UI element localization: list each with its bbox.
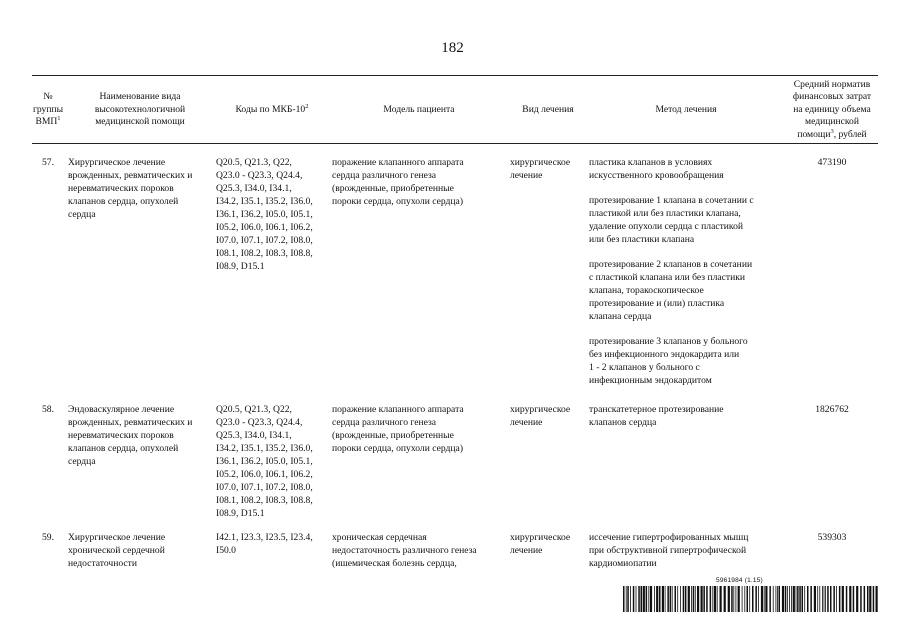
text-line: пороки сердца, опухоли сердца) <box>332 196 464 207</box>
barcode-bar <box>867 586 869 612</box>
text-line: поражение клапанного аппарата <box>332 404 464 415</box>
barcode-bar <box>864 586 866 612</box>
text-line: хирургическое <box>510 532 571 543</box>
text-line: клапана сердца <box>589 311 652 322</box>
barcode-bar <box>825 586 826 612</box>
barcode-bar <box>752 586 754 612</box>
barcode-bar <box>810 586 812 612</box>
barcode-bar <box>691 586 692 612</box>
text-line: без инфекционного эндокардита или <box>589 349 740 360</box>
text-line: I05.2, I06.0, I06.1, I06.2, <box>216 222 313 233</box>
text-line: I07.0, I07.1, I07.2, I08.0, <box>216 482 313 493</box>
barcode-bar <box>731 586 733 612</box>
header-group-number <box>32 78 64 142</box>
text-line: Хирургическое лечение <box>68 532 166 543</box>
barcode-bar <box>650 586 652 612</box>
barcode-bar <box>738 586 740 612</box>
barcode-bar <box>769 586 771 612</box>
barcode-bar <box>675 586 677 612</box>
text-line: Q20.5, Q21.3, Q22, <box>216 404 292 415</box>
row-patient-model <box>332 531 506 570</box>
text-line: I42.1, I23.3, I23.5, I23.4, <box>216 532 313 543</box>
barcode-bar <box>742 586 743 612</box>
text-line: финансовых затрат <box>792 91 872 103</box>
text-line: при обструктивной гипертрофической <box>589 545 747 556</box>
barcode-bar <box>764 586 765 612</box>
barcode-bar <box>623 586 625 612</box>
barcode-bar <box>797 586 799 612</box>
barcode-bar <box>710 586 712 612</box>
text-line: I34.2, I35.1, I35.2, I36.0, <box>216 443 313 454</box>
barcode-bar <box>842 586 844 612</box>
text-line: транскатетерное протезирование <box>589 404 724 415</box>
barcode-bar <box>804 586 805 612</box>
text-line: Наименование вида <box>99 91 181 103</box>
text-line: медицинской помощи <box>95 116 185 128</box>
row-average-cost: 539303 <box>817 532 847 543</box>
barcode-bar <box>833 586 835 612</box>
barcode-bar <box>701 586 703 612</box>
barcode-bar <box>712 586 713 612</box>
text-line: сердца различного генеза <box>332 417 437 428</box>
header-icd-codes-label: Коды по МКБ-10 <box>235 103 306 115</box>
row-group-number: 59. <box>42 532 54 543</box>
barcode-bar <box>819 586 820 612</box>
row-treatment-methods <box>589 531 783 582</box>
barcode-bar <box>822 586 823 612</box>
text-line: клапанов сердца, опухолей <box>68 443 179 454</box>
barcode-bar <box>636 586 637 612</box>
row-patient-model <box>332 403 506 455</box>
header-icd-codes <box>216 78 328 142</box>
barcode-bar <box>733 586 734 612</box>
row-icd-codes <box>216 403 328 520</box>
row-group-number: 58. <box>42 404 54 415</box>
text-line: лечение <box>510 545 543 556</box>
barcode-bar <box>836 586 837 612</box>
row-patient-model <box>332 156 506 208</box>
barcode-bar <box>665 586 666 612</box>
text-line: I08.9, D15.1 <box>216 261 265 272</box>
text-line: I08.1, I08.2, I08.3, I08.8, <box>216 495 313 506</box>
barcode-bar <box>747 586 749 612</box>
method-paragraph <box>589 194 783 246</box>
text-line: сердца <box>68 456 96 467</box>
barcode-bar <box>765 586 767 612</box>
barcode-bar <box>697 586 699 612</box>
barcode-bar <box>627 586 629 612</box>
row-treatment-type <box>510 156 586 182</box>
text-line: на единицу объема <box>793 103 871 115</box>
barcode-bar <box>693 586 695 612</box>
row-treatment-methods <box>589 156 783 399</box>
text-line: I34.2, I35.1, I35.2, I36.0, <box>216 196 313 207</box>
barcode-bar <box>827 586 829 612</box>
text-line: I08.9, D15.1 <box>216 508 265 519</box>
row-care-type-name <box>68 531 212 570</box>
barcode-bar <box>641 586 643 612</box>
text-line: Средний норматив <box>793 78 871 90</box>
text-line: поражение клапанного аппарата <box>332 157 464 168</box>
barcode-bar <box>860 586 862 612</box>
header-treatment-type: Вид лечения <box>522 103 574 115</box>
row-treatment-type <box>510 531 586 557</box>
method-paragraph <box>589 335 783 387</box>
text-line: медицинской <box>805 116 859 128</box>
barcode-bar <box>633 586 635 612</box>
barcode-bar <box>789 586 790 612</box>
barcode-bar <box>773 586 774 612</box>
header-care-type-name <box>68 78 212 142</box>
barcode-bar <box>777 586 778 612</box>
barcode-bar <box>654 586 655 612</box>
text-line: Q25.3, I34.0, I34.1, <box>216 430 292 441</box>
barcode-number: 5961984 (1.15) <box>716 577 763 584</box>
barcode-bar <box>873 586 875 612</box>
method-paragraph <box>589 258 783 323</box>
barcode-bar <box>853 586 855 612</box>
text-line: группы <box>32 103 64 115</box>
barcode-bar <box>814 586 816 612</box>
barcode-bar <box>761 586 763 612</box>
barcode-bar <box>736 586 737 612</box>
text-line: I36.1, I36.2, I05.0, I05.1, <box>216 209 313 220</box>
text-line: I50.0 <box>216 545 236 556</box>
text-line: (ишемическая болезнь сердца, <box>332 558 457 569</box>
table-header-rule <box>32 143 878 144</box>
barcode-bar <box>656 586 658 612</box>
row-icd-codes <box>216 156 328 273</box>
text-line: сердца различного генеза <box>332 170 437 181</box>
barcode-bar <box>787 586 788 612</box>
text-line: врожденных, ревматических и <box>68 170 193 181</box>
text-line: искусственного кровообращения <box>589 170 724 181</box>
row-average-cost: 473190 <box>817 157 847 168</box>
text-line: пороки сердца, опухоли сердца) <box>332 443 464 454</box>
text-line: иссечение гипертрофированных мышц <box>589 532 749 543</box>
text-line: недостаточность различного генеза <box>332 545 477 556</box>
barcode-bar <box>688 586 690 612</box>
row-average-cost: 1826762 <box>815 404 849 415</box>
text-line: недостаточности <box>68 558 137 569</box>
barcode-bar <box>717 586 718 612</box>
text-line: клапанов сердца, опухолей <box>68 196 179 207</box>
row-group-number: 57. <box>42 157 54 168</box>
text-line: Q25.3, I34.0, I34.1, <box>216 183 292 194</box>
barcode-bar <box>648 586 649 612</box>
barcode-bar <box>779 586 781 612</box>
barcode-bar <box>749 586 750 612</box>
barcode-bar <box>849 586 851 612</box>
text-line: клапанов сердца <box>589 417 657 428</box>
text-line: инфекционным эндокардитом <box>589 375 712 386</box>
header-treatment-method: Метод лечения <box>655 103 717 115</box>
text-line: хронической сердечной <box>68 545 165 556</box>
barcode-bar <box>646 586 648 612</box>
text-line: или без пластики клапана <box>589 234 695 245</box>
barcode-bar <box>638 586 640 612</box>
text-line: I05.2, I06.0, I06.1, I06.2, <box>216 469 313 480</box>
header-patient-model: Модель пациента <box>383 103 455 115</box>
text-line: лечение <box>510 170 543 181</box>
header-text: помощи <box>797 128 831 140</box>
barcode-bar <box>796 586 797 612</box>
method-paragraph <box>589 531 783 570</box>
row-care-type-name <box>68 403 212 468</box>
row-icd-codes <box>216 531 328 557</box>
text-line: удаление опухоли сердца с пластикой <box>589 221 744 232</box>
row-treatment-type <box>510 403 586 429</box>
method-paragraph <box>589 156 783 182</box>
text-line: I08.1, I08.2, I08.3, I08.8, <box>216 248 313 259</box>
text-line: протезирование и (или) пластика <box>589 298 725 309</box>
barcode-bar <box>876 586 878 612</box>
barcode-bar <box>630 586 631 612</box>
text-line: Q20.5, Q21.3, Q22, <box>216 157 292 168</box>
barcode-bar <box>785 586 787 612</box>
barcode-bar <box>817 586 818 612</box>
barcode-bar <box>758 586 759 612</box>
text-line: I36.1, I36.2, I05.0, I05.1, <box>216 456 313 467</box>
barcode-bar <box>807 586 809 612</box>
text-line: I07.0, I07.1, I07.2, I08.0, <box>216 235 313 246</box>
barcode-bar <box>724 586 726 612</box>
footnote-mark: 3 <box>830 127 834 135</box>
text-line: (врожденные, приобретенные <box>332 183 454 194</box>
text-line: Q23.0 - Q23.3, Q24.4, <box>216 170 303 181</box>
page-number: 182 <box>441 40 464 56</box>
barcode-bar <box>869 586 871 612</box>
text-line: клапана, торакоскопическое <box>589 285 704 296</box>
text-line <box>33 116 63 129</box>
text-line <box>793 129 871 142</box>
text-line: Q23.0 - Q23.3, Q24.4, <box>216 417 303 428</box>
barcode-bar <box>744 586 745 612</box>
table-top-rule <box>32 75 878 76</box>
barcode-bar <box>856 586 858 612</box>
footnote-mark: 1 <box>57 115 61 123</box>
header-text: ВМП <box>35 116 58 128</box>
barcode-bar <box>846 586 848 612</box>
text-line: лечение <box>510 417 543 428</box>
barcode-bar <box>667 586 669 612</box>
text-line: с пластикой клапана или без пластики <box>589 272 746 283</box>
text-line: Эндоваскулярное лечение <box>68 404 175 415</box>
text-line: 1 - 2 клапанов у больного с <box>589 362 700 373</box>
text-line: врожденных, ревматических и <box>68 417 193 428</box>
barcode-bar <box>755 586 757 612</box>
barcode-bar <box>830 586 832 612</box>
barcode-bar <box>685 586 687 612</box>
text-line: № <box>43 91 53 103</box>
barcode-bar <box>782 586 784 612</box>
barcode-bar <box>703 586 705 612</box>
barcode-bar <box>728 586 730 612</box>
barcode-bar <box>677 586 678 612</box>
text-line: высокотехнологичной <box>94 103 186 115</box>
barcode-bar <box>659 586 661 612</box>
barcode-bar <box>799 586 801 612</box>
barcode-bar <box>839 586 841 612</box>
text-line: Хирургическое лечение <box>68 157 166 168</box>
text-line: кардиомиопатии <box>589 558 657 569</box>
text-line: (врожденные, приобретенные <box>332 430 454 441</box>
barcode-bar <box>643 586 645 612</box>
barcode-bar <box>683 586 685 612</box>
barcode-bar <box>626 586 627 612</box>
barcode-bar <box>714 586 716 612</box>
header-text: , рублей <box>833 128 867 140</box>
row-care-type-name <box>68 156 212 221</box>
barcode-bar <box>672 586 673 612</box>
barcode-bar <box>670 586 672 612</box>
barcode-bar <box>802 586 804 612</box>
text-line: пластикой или без пластики клапана, <box>589 208 741 219</box>
text-line: протезирование 2 клапанов в сочетании <box>589 259 753 270</box>
method-paragraph <box>589 403 783 429</box>
text-line: протезирование 1 клапана в сочетании с <box>589 195 754 206</box>
footnote-mark: 2 <box>305 102 309 110</box>
text-line: хирургическое <box>510 404 571 415</box>
barcode-bar <box>824 586 825 612</box>
text-line: сердца <box>68 209 96 220</box>
text-line: неревматических пороков <box>68 430 174 441</box>
barcode-bar <box>680 586 681 612</box>
barcode-bar <box>720 586 722 612</box>
barcode-bar <box>793 586 795 612</box>
row-treatment-methods <box>589 403 783 441</box>
barcode-bar <box>706 586 708 612</box>
text-line: протезирование 3 клапанов у больного <box>589 336 748 347</box>
header-average-cost <box>786 78 878 142</box>
barcode-bar <box>695 586 696 612</box>
text-line: пластика клапанов в условиях <box>589 157 713 168</box>
barcode-bar <box>776 586 777 612</box>
barcode-image <box>623 586 879 612</box>
text-line: хирургическое <box>510 157 571 168</box>
text-line: хроническая сердечная <box>332 532 427 543</box>
barcode-bar <box>662 586 664 612</box>
text-line: неревматических пороков <box>68 183 174 194</box>
barcode-bar <box>791 586 792 612</box>
